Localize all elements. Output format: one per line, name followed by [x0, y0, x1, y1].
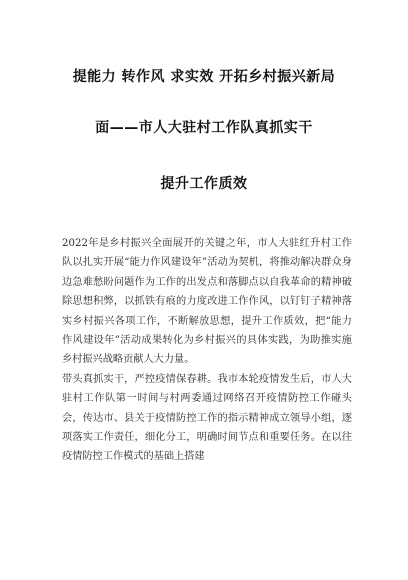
body-paragraph-1: 2022年是乡村振兴全面展开的关键之年，市人大驻红升村工作队以扎实开展“能力作风建设年”活动为契机，将推动解决群众身边急难愁盼问题作为工作的出发点和落脚点以自我革命的精神破除思想积弊，以抓铁有痕的力度改进工作作风，以钉钉子精神落实乡村振兴各项工作，不断解放思想，提升工作质效，把“能力作风建设年”活动成果转化为乡村振兴的具体实践，为助推实施乡村振兴战略贡献人大力量。 [62, 238, 352, 366]
document-title-line-2: 面——市人大驻村工作队真抓实干 [95, 120, 313, 136]
body-paragraph-2: 带头真抓实干，严控疫情保春耕。我市本轮疫情发生后，市人大驻村工作队第一时间与村两委通过网络召开疫情防控工作碰头会，传达市、县关于疫情防控工作的指示精神成立领导小组，逐项落实工作责任，细化分工，明确时间节点和重要任务。在以往疫情防控工作模式的基础上搭建 [62, 373, 352, 463]
document-body [62, 234, 352, 467]
document-title-line-1: 提能力 转作风 求实效 开拓乡村振兴新局 [72, 69, 336, 85]
document-title-line-3: 提升工作质效 [160, 176, 248, 192]
